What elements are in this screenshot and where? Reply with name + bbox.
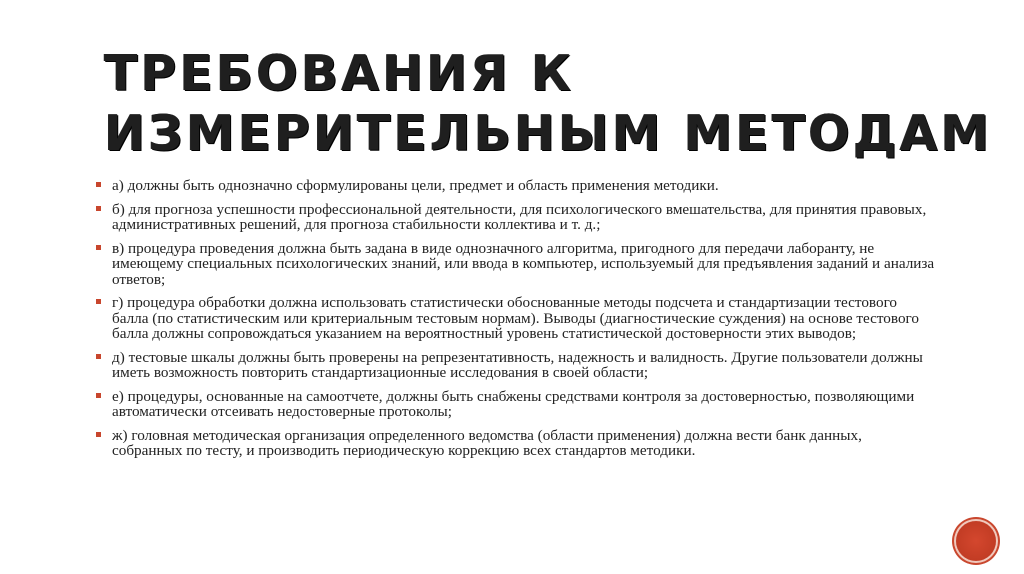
- circle-nav-button-icon[interactable]: [956, 521, 996, 561]
- bullet-item-g: [96, 295, 936, 342]
- bullet-text: д) тестовые шкалы должны быть проверены на репрезентативность, надежность и валидность. Другие пользователи должны иметь возможность повторить стандартизационные исследования в своей области;: [112, 348, 923, 381]
- square-bullet-icon: [96, 299, 101, 304]
- bullet-text: ж) головная методическая организация определенного ведомства (области применения) должна вести банк данных, собранных по тесту, и производить периодическую коррекцию всех стандартов методики.: [112, 426, 862, 459]
- square-bullet-icon: [96, 182, 101, 187]
- square-bullet-icon: [96, 206, 101, 211]
- bullet-text: а) должны быть однозначно сформулированы цели, предмет и область применения методики.: [112, 177, 719, 194]
- bullet-item-zh: [96, 428, 936, 459]
- bullet-text: е) процедуры, основанные на самоотчете, должны быть снабжены средствами контроля за достоверностью, позволяющими автоматически отсеивать недостоверные протоколы;: [112, 387, 915, 420]
- square-bullet-icon: [96, 393, 101, 398]
- slide-title: [104, 44, 993, 164]
- title-line-2: ИЗМЕРИТЕЛЬНЫМ МЕТОДАМ: [104, 105, 993, 162]
- bullet-item-b: [96, 202, 936, 233]
- bullet-item-a: [96, 178, 936, 194]
- bullet-item-e: [96, 389, 936, 420]
- bullet-item-d: [96, 350, 936, 381]
- bullet-list: [96, 178, 936, 467]
- bullet-text: б) для прогноза успешности профессиональной деятельности, для психологического вмешательства, для принятия правовых, административных решений, для прогноза стабильности коллектива и т. д.;: [112, 200, 927, 233]
- title-line-1: ТРЕБОВАНИЯ К: [104, 45, 574, 102]
- square-bullet-icon: [96, 432, 101, 437]
- square-bullet-icon: [96, 245, 101, 250]
- bullet-text: в) процедура проведения должна быть задана в виде однозначного алгоритма, пригодного для передачи лаборанту, не имеющему специальных психологических знаний, или ввода в компьютер, используемый для предъявления заданий и анализа ответов;: [112, 239, 935, 288]
- bullet-item-v: [96, 241, 936, 288]
- bullet-text: г) процедура обработки должна использовать статистически обоснованные методы подсчета и стандартизации тестового балла (по статистическим или критериальным тестовым нормам). Выводы (диагностические суждения) на основе тестового балла должны сопровождаться указанием на вероятностный уровень статистической достоверности этих выводов;: [112, 294, 919, 342]
- square-bullet-icon: [96, 354, 101, 359]
